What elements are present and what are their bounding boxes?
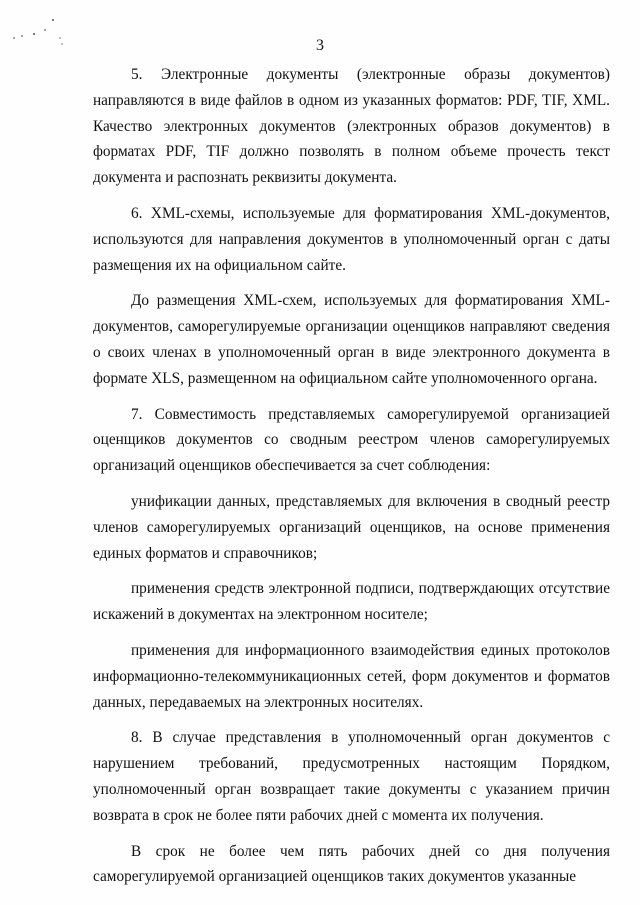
paragraph-electronic-signature: применения средств электронной подписи, подтверждающих отсутствие искажений в документах на электронном носителе; [93,580,610,624]
paragraph-item-7: 7. Совместимость представляемых саморегулируемой организацией оценщиков документов со сводным реестром членов саморегулируемых организаций оценщиков обеспечивается за счет соблюдения: [93,405,610,475]
paragraph-return-deadline: В срок не более чем пять рабочих дней со дня получения саморегулируемой организацией оценщиков таких документов указанные [93,842,610,886]
paragraph-xml-schemas-before-publication: До размещения XML-схем, используемых для форматирования XML-документов, саморегулируемые организации оценщиков направляют сведения о своих членах в уполномоченный орган в виде электронного документа в формате XLS, размещенном на официальном сайте уполномоченного органа. [93,292,610,387]
page-number: 3 [316,37,324,54]
paragraph-data-unification: унификации данных, представляемых для включения в сводный реестр членов саморегулируемых организаций оценщиков, на основе применения единых форматов и справочников; [93,492,610,562]
paragraph-item-8: 8. В случае представления в уполномоченный орган документов с нарушением требований, предусмотренных настоящим Порядком, уполномоченный орган возвращает такие документы с указанием причин возврата в срок не более пяти рабочих дней с момента их получения. [93,729,610,824]
paragraph-item-5: 5. Электронные документы (электронные образы документов) направляются в виде файлов в одном из указанных форматов: PDF, TIF, XML. Качество электронных документов (электронных образов документов) в форматах PDF, TIF должно позволять в полном объеме прочесть текст документа и распознать реквизиты документа. [93,66,610,187]
paragraph-item-6: 6. XML-схемы, используемые для форматирования XML-документов, используются для направления документов в уполномоченный орган с даты размещения их на официальном сайте. [93,204,610,274]
document-body [93,62,610,900]
paragraph-unified-protocols: применения для информационного взаимодействия единых протоколов информационно-телекоммуникационных сетей, форм документов и форматов данных, передаваемых на электронных носителях. [93,641,610,711]
